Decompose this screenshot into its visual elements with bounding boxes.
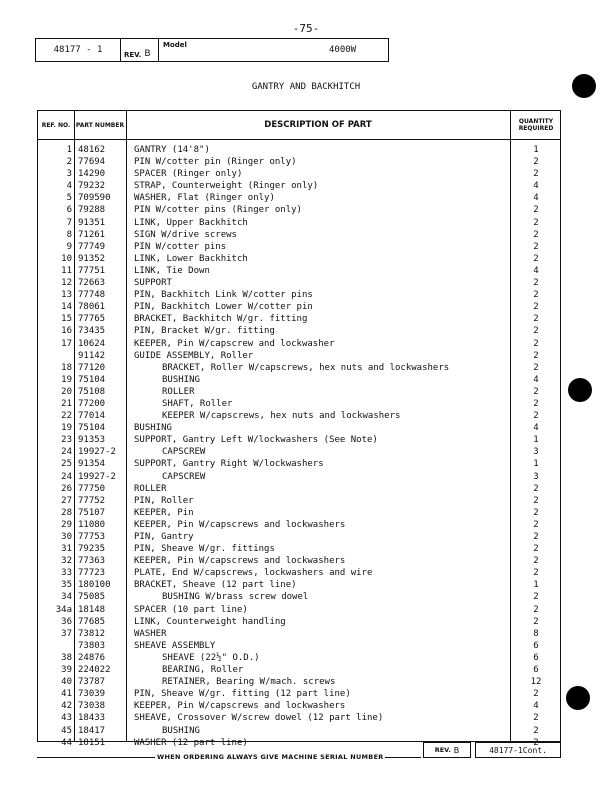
part-number-cell: 91142 bbox=[78, 350, 106, 361]
table-row bbox=[38, 471, 560, 483]
part-number-cell: 77765 bbox=[78, 314, 106, 325]
part-number-cell: 75104 bbox=[78, 374, 106, 385]
part-number-cell: 78061 bbox=[78, 302, 106, 313]
description-cell: PIN, Backhitch Link W/cotter pins bbox=[134, 290, 313, 301]
ref-cell: 44 bbox=[61, 737, 72, 748]
footer-revision bbox=[423, 742, 471, 758]
quantity-cell: 2 bbox=[533, 217, 539, 228]
description-cell: PIN, Roller bbox=[134, 495, 194, 506]
description-cell: SUPPORT bbox=[134, 278, 172, 289]
part-number-cell: 77748 bbox=[78, 290, 106, 301]
part-number-cell: 48162 bbox=[78, 145, 106, 155]
description-cell: PIN, Sheave W/gr. fitting (12 part line) bbox=[134, 689, 351, 700]
quantity-cell: 2 bbox=[533, 350, 539, 361]
part-number-cell: 19927-2 bbox=[78, 471, 116, 482]
ref-cell: 1 bbox=[66, 145, 72, 155]
table-row bbox=[38, 446, 560, 458]
description-cell: KEEPER, Pin W/capscrews and lockwashers bbox=[134, 701, 346, 712]
col-part-header: PART NUMBER bbox=[75, 121, 125, 129]
quantity-cell: 12 bbox=[530, 677, 542, 688]
description-cell: SUPPORT, Gantry Left W/lockwashers (See Note) bbox=[134, 435, 378, 446]
description-cell: CAPSCREW bbox=[162, 447, 206, 458]
ref-cell: 9 bbox=[66, 241, 72, 252]
ref-cell: 34 bbox=[61, 592, 72, 603]
description-cell: LINK, Counterweight handling bbox=[134, 616, 286, 627]
quantity-cell: 2 bbox=[533, 302, 539, 313]
description-cell: PIN, Sheave W/gr. fittings bbox=[134, 544, 275, 555]
quantity-cell: 4 bbox=[533, 181, 539, 192]
quantity-cell: 1 bbox=[533, 459, 539, 470]
part-number-cell: 73803 bbox=[78, 640, 106, 651]
description-cell: BUSHING W/brass screw dowel bbox=[162, 592, 309, 603]
quantity-cell: 2 bbox=[533, 241, 539, 252]
description-cell: BRACKET, Roller W/capscrews, hex nuts and lockwashers bbox=[162, 362, 450, 373]
ref-cell: 31 bbox=[61, 544, 72, 555]
table-row bbox=[38, 398, 560, 410]
quantity-cell: 2 bbox=[533, 495, 539, 506]
table-row bbox=[38, 410, 560, 422]
part-number-cell: 77749 bbox=[78, 241, 106, 252]
quantity-cell: 2 bbox=[533, 556, 539, 567]
table-row bbox=[38, 567, 560, 579]
description-cell: PIN, Bracket W/gr. fitting bbox=[134, 326, 275, 337]
footer-rev-label: REV. bbox=[434, 746, 451, 754]
table-row bbox=[38, 543, 560, 555]
description-cell: BRACKET, Sheave (12 part line) bbox=[134, 580, 297, 591]
table-row bbox=[38, 350, 560, 362]
quantity-cell: 2 bbox=[533, 362, 539, 373]
rev-label: REV. bbox=[124, 51, 142, 59]
ref-cell: 30 bbox=[61, 532, 72, 542]
part-number-cell: 77120 bbox=[78, 362, 106, 373]
table-row bbox=[38, 555, 560, 567]
table-row bbox=[38, 640, 560, 652]
description-cell: KEEPER, Pin bbox=[134, 507, 194, 518]
ref-cell: 34a bbox=[55, 604, 72, 615]
quantity-cell: 2 bbox=[533, 157, 539, 168]
punch-hole-middle bbox=[568, 378, 592, 402]
ref-cell: 42 bbox=[61, 701, 72, 712]
table-row bbox=[38, 688, 560, 700]
description-cell: WASHER (12 part line) bbox=[134, 737, 248, 748]
part-number-cell: 77753 bbox=[78, 532, 106, 542]
table-row bbox=[38, 192, 560, 204]
description-cell: SIGN W/drive screws bbox=[134, 229, 237, 240]
description-cell: SHEAVE ASSEMBLY bbox=[134, 640, 216, 651]
model-value: 4000W bbox=[329, 45, 357, 55]
quantity-cell: 2 bbox=[533, 713, 539, 724]
description-cell: SUPPORT, Gantry Right W/lockwashers bbox=[134, 459, 324, 470]
table-row bbox=[38, 168, 560, 180]
ref-cell: 43 bbox=[61, 713, 72, 724]
table-row bbox=[38, 277, 560, 289]
description-cell: SHEAVE, Crossover W/screw dowel (12 part line) bbox=[134, 713, 384, 724]
table-row bbox=[38, 519, 560, 531]
description-cell: GUIDE ASSEMBLY, Roller bbox=[134, 350, 254, 361]
footer-rev-value: B bbox=[453, 745, 460, 755]
page-number: -75- bbox=[292, 22, 320, 35]
quantity-cell: 1 bbox=[533, 145, 539, 155]
ref-cell: 8 bbox=[66, 229, 72, 240]
table-row bbox=[38, 265, 560, 277]
quantity-cell: 2 bbox=[533, 592, 539, 603]
ref-cell: 33 bbox=[61, 568, 72, 579]
quantity-cell: 2 bbox=[533, 604, 539, 615]
description-cell: ROLLER bbox=[134, 483, 167, 494]
table-row bbox=[38, 253, 560, 265]
table-row bbox=[38, 604, 560, 616]
description-cell: BUSHING bbox=[162, 725, 200, 736]
ref-cell: 22 bbox=[61, 411, 72, 422]
table-row bbox=[38, 531, 560, 543]
model-cell bbox=[159, 39, 388, 61]
ref-cell: 24 bbox=[61, 471, 72, 482]
description-cell: PIN, Gantry bbox=[134, 532, 194, 542]
quantity-cell: 2 bbox=[533, 290, 539, 301]
quantity-cell: 2 bbox=[533, 689, 539, 700]
ref-cell: 19 bbox=[61, 374, 72, 385]
ref-cell: 6 bbox=[66, 205, 72, 216]
col-ref-header: REF. NO. bbox=[41, 121, 71, 129]
footer-doc-number: 48177-1Cont. bbox=[475, 742, 561, 758]
part-number-cell: 79232 bbox=[78, 181, 106, 192]
table-row bbox=[38, 144, 560, 156]
table-row bbox=[38, 301, 560, 313]
quantity-cell: 2 bbox=[533, 532, 539, 542]
ref-cell: 16 bbox=[61, 326, 72, 337]
ref-cell: 37 bbox=[61, 628, 72, 639]
punch-hole-bottom bbox=[566, 686, 590, 710]
ref-cell: 17 bbox=[61, 338, 72, 349]
quantity-cell: 2 bbox=[533, 519, 539, 530]
description-cell: BUSHING bbox=[134, 423, 172, 434]
part-number-cell: 79235 bbox=[78, 544, 106, 555]
part-number-cell: 73039 bbox=[78, 689, 106, 700]
quantity-cell: 1 bbox=[533, 580, 539, 591]
model-label: Model bbox=[163, 41, 187, 49]
part-number-cell: 91353 bbox=[78, 435, 106, 446]
table-row bbox=[38, 652, 560, 664]
ref-cell: 19 bbox=[61, 423, 72, 434]
part-number-cell: 75085 bbox=[78, 592, 106, 603]
part-number-cell: 75108 bbox=[78, 386, 106, 397]
ref-cell: 26 bbox=[61, 483, 72, 494]
quantity-cell: 2 bbox=[533, 544, 539, 555]
part-number-cell: 77750 bbox=[78, 483, 106, 494]
table-row bbox=[38, 676, 560, 688]
table-row bbox=[38, 591, 560, 603]
description-cell: SPACER (Ringer only) bbox=[134, 169, 243, 180]
quantity-cell: 2 bbox=[533, 253, 539, 264]
table-row bbox=[38, 241, 560, 253]
description-cell: KEEPER, Pin W/capscrews and lockwashers bbox=[134, 556, 346, 567]
ref-cell: 39 bbox=[61, 665, 72, 676]
part-number-cell: 77200 bbox=[78, 398, 106, 409]
table-row bbox=[38, 313, 560, 325]
table-header bbox=[38, 111, 560, 140]
ref-cell: 32 bbox=[61, 556, 72, 567]
part-number-cell: 77751 bbox=[78, 265, 106, 276]
part-number-cell: 75104 bbox=[78, 423, 106, 434]
ref-cell: 35 bbox=[61, 580, 72, 591]
part-number-cell: 91351 bbox=[78, 217, 106, 228]
quantity-cell: 2 bbox=[533, 314, 539, 325]
description-cell: WASHER bbox=[134, 628, 167, 639]
table-row bbox=[38, 217, 560, 229]
part-number-cell: 73787 bbox=[78, 677, 106, 688]
quantity-cell: 2 bbox=[533, 483, 539, 494]
table-row bbox=[38, 386, 560, 398]
quantity-cell: 2 bbox=[533, 278, 539, 289]
footer-rule bbox=[385, 757, 421, 758]
part-number-cell: 79288 bbox=[78, 205, 106, 216]
punch-hole-top bbox=[572, 74, 596, 98]
part-number-cell: 11080 bbox=[78, 519, 106, 530]
ordering-note: WHEN ORDERING ALWAYS GIVE MACHINE SERIAL NUMBER bbox=[157, 753, 384, 761]
description-cell: PLATE, End W/capscrews, lockwashers and wire bbox=[134, 568, 373, 579]
quantity-cell: 8 bbox=[533, 628, 539, 639]
quantity-cell: 3 bbox=[533, 471, 539, 482]
quantity-cell: 2 bbox=[533, 169, 539, 180]
quantity-cell: 6 bbox=[533, 652, 539, 663]
ref-cell: 38 bbox=[61, 652, 72, 663]
description-cell: BEARING, Roller bbox=[162, 665, 244, 676]
table-row bbox=[38, 579, 560, 591]
ref-cell: 10 bbox=[61, 253, 72, 264]
table-row bbox=[38, 664, 560, 676]
table-row bbox=[38, 495, 560, 507]
quantity-cell: 2 bbox=[533, 737, 539, 748]
quantity-cell: 2 bbox=[533, 205, 539, 216]
description-cell: WASHER, Flat (Ringer only) bbox=[134, 193, 275, 204]
ref-cell: 29 bbox=[61, 519, 72, 530]
quantity-cell: 6 bbox=[533, 665, 539, 676]
description-cell: STRAP, Counterweight (Ringer only) bbox=[134, 181, 319, 192]
page-footer bbox=[37, 742, 561, 768]
part-number-cell: 73038 bbox=[78, 701, 106, 712]
description-cell: PIN W/cotter pins (Ringer only) bbox=[134, 205, 302, 216]
quantity-cell: 4 bbox=[533, 423, 539, 434]
part-number-cell: 91352 bbox=[78, 253, 106, 264]
section-title: GANTRY AND BACKHITCH bbox=[251, 82, 361, 92]
description-cell: CAPSCREW bbox=[162, 471, 206, 482]
ref-cell: 20 bbox=[61, 386, 72, 397]
quantity-cell: 3 bbox=[533, 447, 539, 458]
col-qty-header: QUANTITY REQUIRED bbox=[518, 118, 554, 132]
table-row bbox=[38, 204, 560, 216]
table-row bbox=[38, 616, 560, 628]
table-row bbox=[38, 507, 560, 519]
description-cell: SHAFT, Roller bbox=[162, 398, 233, 409]
table-row bbox=[38, 422, 560, 434]
ref-cell: 14 bbox=[61, 302, 72, 313]
part-number-cell: 709590 bbox=[78, 193, 111, 204]
quantity-cell: 2 bbox=[533, 386, 539, 397]
ref-cell: 15 bbox=[61, 314, 72, 325]
ref-cell: 40 bbox=[61, 677, 72, 688]
table-row bbox=[38, 156, 560, 168]
description-cell: GANTRY (14'8") bbox=[134, 145, 210, 155]
quantity-cell: 2 bbox=[533, 398, 539, 409]
quantity-cell: 4 bbox=[533, 193, 539, 204]
quantity-cell: 4 bbox=[533, 701, 539, 712]
part-number-cell: 77752 bbox=[78, 495, 106, 506]
part-number-cell: 71261 bbox=[78, 229, 106, 240]
part-number-cell: 18417 bbox=[78, 725, 106, 736]
quantity-cell: 2 bbox=[533, 507, 539, 518]
quantity-cell: 2 bbox=[533, 229, 539, 240]
description-cell: KEEPER, Pin W/capscrews and lockwashers bbox=[134, 519, 346, 530]
part-number-cell: 18433 bbox=[78, 713, 106, 724]
ref-cell: 12 bbox=[61, 278, 72, 289]
quantity-cell: 2 bbox=[533, 568, 539, 579]
quantity-cell: 2 bbox=[533, 411, 539, 422]
quantity-cell: 2 bbox=[533, 338, 539, 349]
description-cell: BRACKET, Backhitch W/gr. fitting bbox=[134, 314, 308, 325]
quantity-cell: 2 bbox=[533, 725, 539, 736]
table-row bbox=[38, 180, 560, 192]
description-cell: SHEAVE (22½" O.D.) bbox=[162, 652, 260, 663]
table-row bbox=[38, 229, 560, 241]
table-row bbox=[38, 628, 560, 640]
part-number-cell: 14290 bbox=[78, 169, 106, 180]
part-number-cell: 10624 bbox=[78, 338, 106, 349]
table-row bbox=[38, 374, 560, 386]
part-number-cell: 73435 bbox=[78, 326, 106, 337]
ref-cell: 5 bbox=[66, 193, 72, 204]
description-cell: KEEPER, Pin W/capscrew and lockwasher bbox=[134, 338, 335, 349]
ref-cell: 3 bbox=[66, 169, 72, 180]
description-cell: ROLLER bbox=[162, 386, 195, 397]
part-number-cell: 77685 bbox=[78, 616, 106, 627]
ref-cell: 25 bbox=[61, 459, 72, 470]
part-number-cell: 18148 bbox=[78, 604, 106, 615]
col-desc-header: DESCRIPTION OF PART bbox=[264, 119, 372, 130]
table-row bbox=[38, 289, 560, 301]
part-number-cell: 24876 bbox=[78, 652, 106, 663]
quantity-cell: 4 bbox=[533, 265, 539, 276]
revision bbox=[121, 39, 159, 61]
description-cell: KEEPER W/capscrews, hex nuts and lockwashers bbox=[162, 411, 401, 422]
table-row bbox=[38, 483, 560, 495]
part-number-cell: 19927-2 bbox=[78, 447, 116, 458]
description-cell: PIN W/cotter pins bbox=[134, 241, 227, 252]
table-row bbox=[38, 362, 560, 374]
description-cell: LINK, Tie Down bbox=[134, 265, 210, 276]
description-cell: PIN, Backhitch Lower W/cotter pin bbox=[134, 302, 313, 313]
description-cell: SPACER (10 part line) bbox=[134, 604, 248, 615]
description-cell: LINK, Upper Backhitch bbox=[134, 217, 248, 228]
part-number-cell: 77723 bbox=[78, 568, 106, 579]
description-cell: PIN W/cotter pin (Ringer only) bbox=[134, 157, 297, 168]
part-number-cell: 224022 bbox=[78, 665, 111, 676]
table-row bbox=[38, 458, 560, 470]
part-number-cell: 77363 bbox=[78, 556, 106, 567]
part-number-cell: 18151 bbox=[78, 737, 106, 748]
part-number-cell: 77014 bbox=[78, 411, 106, 422]
table-body bbox=[38, 144, 560, 749]
ref-cell: 24 bbox=[61, 447, 72, 458]
ref-cell: 11 bbox=[61, 265, 72, 276]
description-cell: BUSHING bbox=[162, 374, 200, 385]
ref-cell: 7 bbox=[66, 217, 72, 228]
ref-cell: 36 bbox=[61, 616, 72, 627]
quantity-cell: 1 bbox=[533, 435, 539, 446]
part-number-cell: 180100 bbox=[78, 580, 111, 591]
part-number-cell: 91354 bbox=[78, 459, 106, 470]
part-number-cell: 72663 bbox=[78, 278, 106, 289]
table-row bbox=[38, 325, 560, 337]
part-number-cell: 73812 bbox=[78, 628, 106, 639]
footer-rule bbox=[37, 757, 155, 758]
table-row bbox=[38, 338, 560, 350]
quantity-cell: 2 bbox=[533, 326, 539, 337]
part-number-cell: 77694 bbox=[78, 157, 106, 168]
ref-cell: 21 bbox=[61, 398, 72, 409]
ref-cell: 41 bbox=[61, 689, 72, 700]
parts-table bbox=[37, 110, 561, 748]
ref-cell: 13 bbox=[61, 290, 72, 301]
doc-number: 48177 - 1 bbox=[36, 39, 121, 61]
table-row bbox=[38, 434, 560, 446]
quantity-cell: 6 bbox=[533, 640, 539, 651]
rev-value: B bbox=[144, 49, 151, 59]
part-number-cell: 75107 bbox=[78, 507, 106, 518]
quantity-cell: 4 bbox=[533, 374, 539, 385]
ref-cell: 2 bbox=[66, 157, 72, 168]
table-row bbox=[38, 712, 560, 724]
ref-cell: 4 bbox=[66, 181, 72, 192]
ref-cell: 28 bbox=[61, 507, 72, 518]
ref-cell: 18 bbox=[61, 362, 72, 373]
description-cell: LINK, Lower Backhitch bbox=[134, 253, 248, 264]
description-cell: RETAINER, Bearing W/mach. screws bbox=[162, 677, 336, 688]
header-box bbox=[35, 38, 389, 62]
table-row bbox=[38, 725, 560, 737]
ref-cell: 27 bbox=[61, 495, 72, 506]
table-row bbox=[38, 700, 560, 712]
ref-cell: 23 bbox=[61, 435, 72, 446]
ref-cell: 45 bbox=[61, 725, 72, 736]
quantity-cell: 2 bbox=[533, 616, 539, 627]
